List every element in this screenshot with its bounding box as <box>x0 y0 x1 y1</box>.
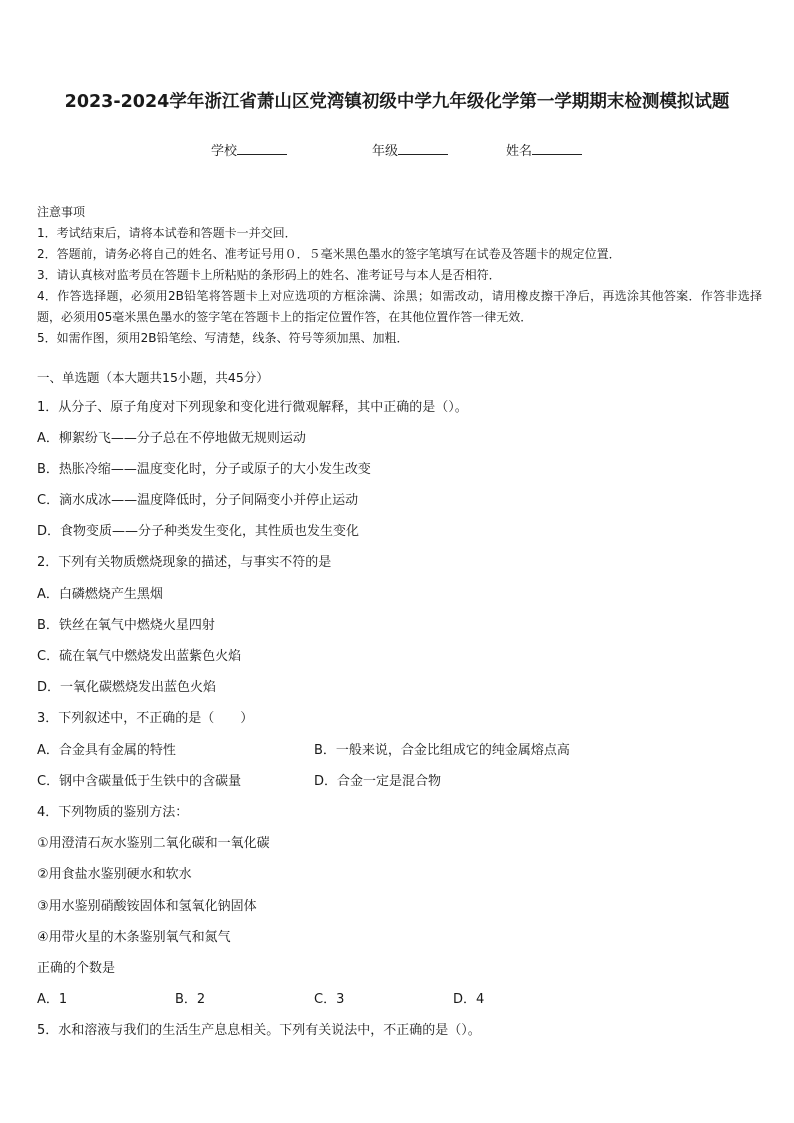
name-field <box>506 140 582 159</box>
question-2-option-c: C．硫在氧气中燃烧发出蓝紫色火焰 <box>37 649 242 664</box>
question-3-option-d: D．合金一定是混合物 <box>314 774 442 789</box>
school-label: 学校 <box>211 144 238 159</box>
question-4-option-d: D．4 <box>453 992 485 1007</box>
question-4-item-2: ②用食盐水鉴别硬水和软水 <box>37 867 192 882</box>
question-4-item-1: ①用澄清石灰水鉴别二氧化碳和一氧化碳 <box>37 836 270 851</box>
question-4-stem: 4．下列物质的鉴别方法： <box>37 805 189 820</box>
question-4-option-a: A．1 <box>37 992 68 1007</box>
notes-block <box>37 202 762 349</box>
question-1-option-a: A．柳絮纷飞——分子总在不停地做无规则运动 <box>37 431 306 446</box>
question-5-stem: 5．水和溶液与我们的生活生产息息相关。下列有关说法中，不正确的是（）。 <box>37 1023 481 1038</box>
question-4-option-b: B．2 <box>175 992 206 1007</box>
question-3-option-a: A．合金具有金属的特性 <box>37 743 176 758</box>
school-blank <box>237 142 287 155</box>
note-item: 1．考试结束后，请将本试卷和答题卡一并交回． <box>37 226 297 240</box>
grade-field <box>372 140 448 159</box>
name-label: 姓名 <box>506 144 533 159</box>
notes-heading: 注意事项 <box>37 205 86 219</box>
grade-blank <box>398 142 448 155</box>
question-3-stem: 3．下列叙述中，不正确的是（ ） <box>37 711 254 726</box>
question-1-option-d: D．食物变质——分子种类发生变化，其性质也发生变化 <box>37 524 360 539</box>
question-3-option-b: B．一般来说，合金比组成它的纯金属熔点高 <box>314 743 570 758</box>
note-item: 5．如需作图，须用2B铅笔绘、写清楚，线条、符号等须加黑、加粗． <box>37 331 409 345</box>
question-1-stem: 1．从分子、原子角度对下列现象和变化进行微观解释，其中正确的是（）。 <box>37 400 468 415</box>
question-2-option-a: A．白磷燃烧产生黑烟 <box>37 587 163 602</box>
page-title: 2023-2024学年浙江省萧山区党湾镇初级中学九年级化学第一学期期末检测模拟试题 <box>64 92 730 112</box>
question-2-stem: 2．下列有关物质燃烧现象的描述，与事实不符的是 <box>37 555 332 570</box>
section-heading: 一、单选题（本大题共15小题，共45分） <box>37 370 269 385</box>
note-item: 3．请认真核对监考员在答题卡上所粘贴的条形码上的姓名、准考证号与本人是否相符． <box>37 268 501 282</box>
question-4-item-3: ③用水鉴别硝酸铵固体和氢氧化钠固体 <box>37 899 257 914</box>
question-3-option-c: C．钢中含碳量低于生铁中的含碳量 <box>37 774 242 789</box>
name-blank <box>532 142 582 155</box>
question-1-option-c: C．滴水成冰——温度降低时，分子间隔变小并停止运动 <box>37 493 359 508</box>
question-4-ask: 正确的个数是 <box>37 961 116 976</box>
school-field <box>211 140 287 159</box>
question-2-option-b: B．铁丝在氧气中燃烧火星四射 <box>37 618 215 633</box>
grade-label: 年级 <box>372 144 399 159</box>
note-item: 4．作答选择题，必须用2B铅笔将答题卡上对应选项的方框涂满、涂黑；如需改动，请用橡皮擦干净后，再选涂其他答案．作答非选择题，必须用05毫米黑色墨水的签字笔在答题卡上的指定位置作答，在其他位置作答一律无效． <box>37 289 762 324</box>
question-2-option-d: D．一氧化碳燃烧发出蓝色火焰 <box>37 680 217 695</box>
question-4-item-4: ④用带火星的木条鉴别氧气和氮气 <box>37 930 231 945</box>
question-4-option-c: C．3 <box>314 992 345 1007</box>
note-item: 2．答题前，请务必将自己的姓名、准考证号用０．５毫米黑色墨水的签字笔填写在试卷及答题卡的规定位置． <box>37 247 621 261</box>
question-1-option-b: B．热胀冷缩——温度变化时，分子或原子的大小发生改变 <box>37 462 371 477</box>
